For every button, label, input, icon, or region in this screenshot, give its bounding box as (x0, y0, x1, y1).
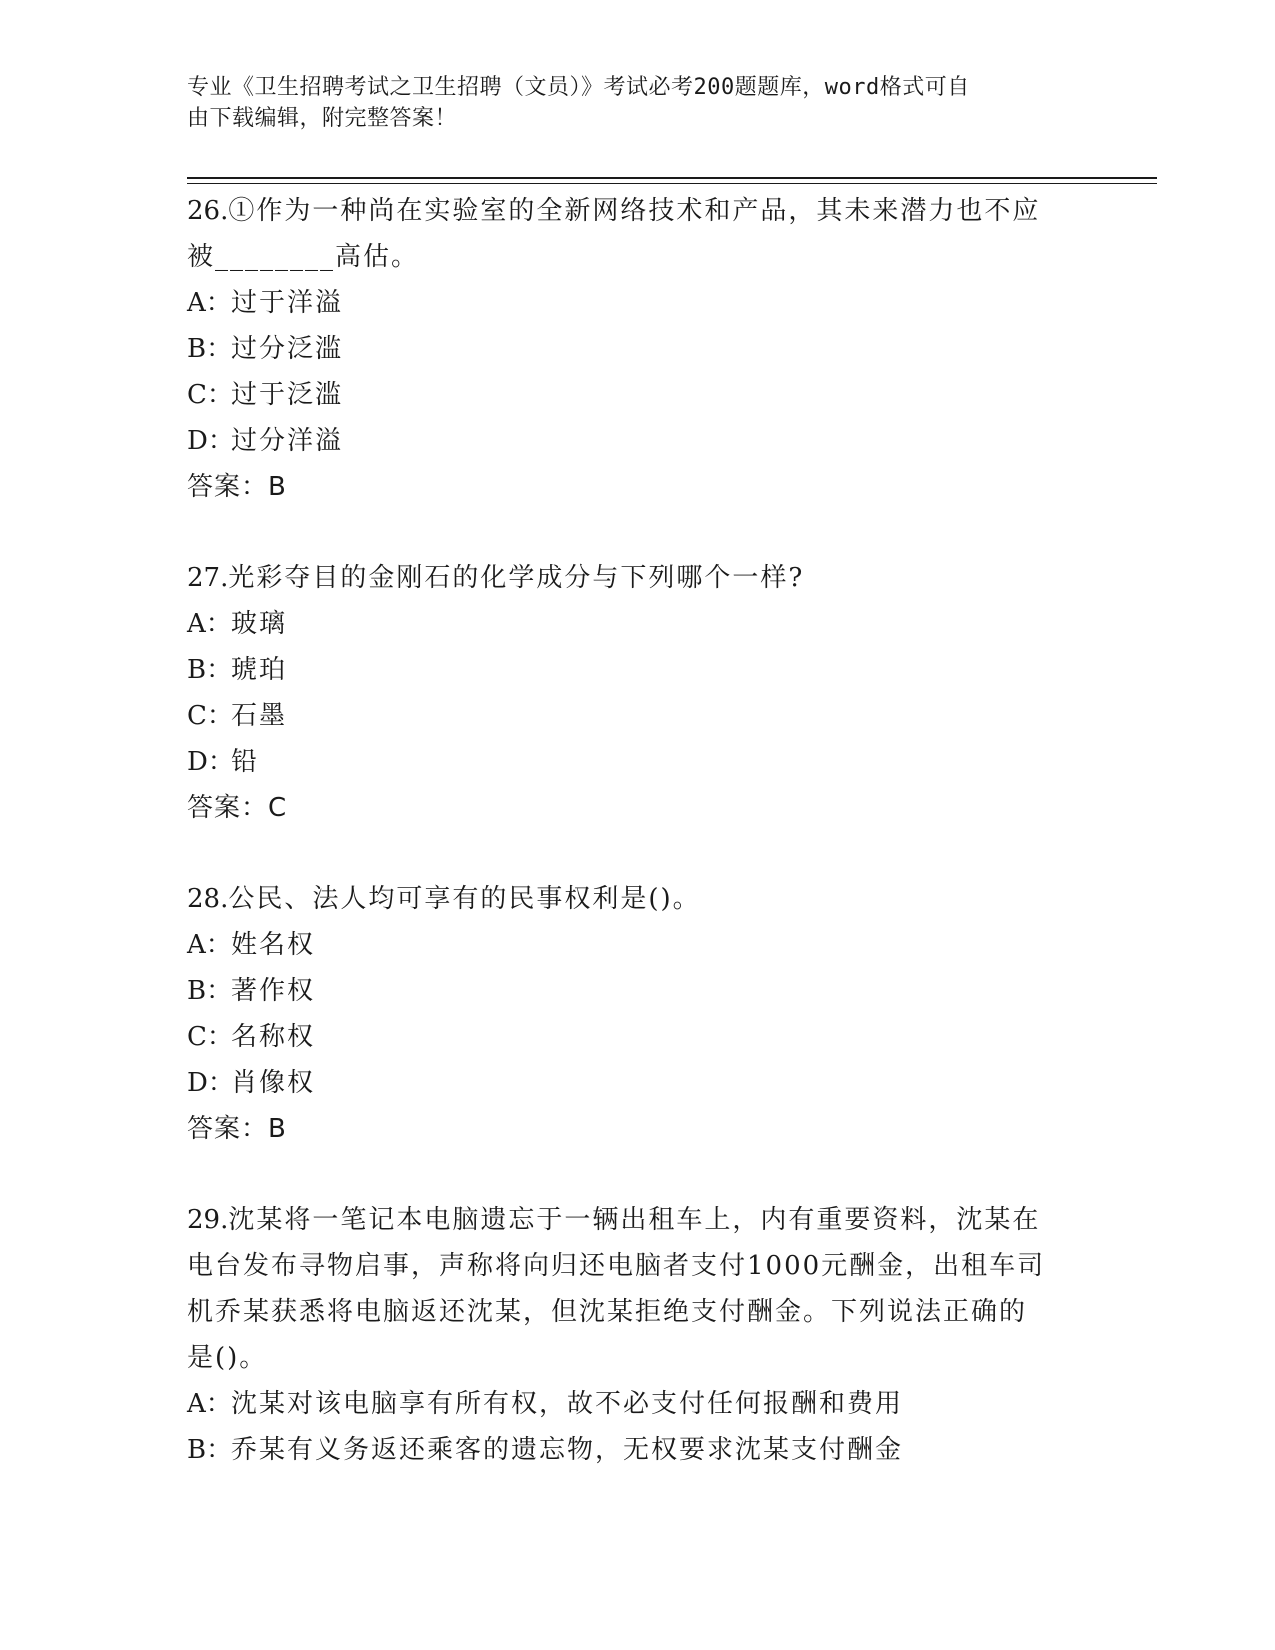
question-number: 28. (187, 884, 229, 914)
question-stem-line: 被________高估。 (187, 242, 420, 272)
option-label: D： (187, 426, 234, 456)
option-label: D： (187, 747, 234, 777)
option-label: B： (187, 334, 233, 364)
option-a (187, 1381, 1067, 1427)
option-label: A： (187, 288, 232, 318)
option-text: 肖像权 (231, 1068, 316, 1098)
option-d (187, 739, 1067, 785)
option-label: B： (187, 655, 233, 685)
question-29 (187, 1197, 1067, 1473)
option-text: 过分泛滥 (231, 334, 344, 364)
question-27 (187, 555, 1067, 831)
option-text: 乔某有义务返还乘客的遗忘物，无权要求沈某支付酬金 (231, 1435, 904, 1465)
question-number: 27. (187, 563, 229, 593)
answer-line: 答案：B (187, 472, 287, 502)
option-c (187, 1014, 1067, 1060)
option-text: 石墨 (231, 701, 288, 731)
question-stem-line: 沈某将一笔记本电脑遗忘于一辆出租车上，内有重要资料，沈某在 (228, 1205, 1041, 1235)
option-b (187, 647, 1067, 693)
question-stem-line: ①作为一种尚在实验室的全新网络技术和产品，其未来潜力也不应 (228, 196, 1041, 226)
option-b (187, 1427, 1067, 1473)
option-label: C： (187, 701, 233, 731)
header-line-2: 由下载编辑，附完整答案！ (187, 106, 458, 131)
question-28 (187, 876, 1067, 1152)
question-stem-line: 光彩夺目的金刚石的化学成分与下列哪个一样? (228, 563, 805, 593)
option-a (187, 922, 1067, 968)
question-stem-line: 机乔某获悉将电脑返还沈某，但沈某拒绝支付酬金。下列说法正确的 (187, 1297, 1028, 1327)
option-text: 铅 (231, 747, 260, 777)
option-text: 琥珀 (231, 655, 288, 685)
question-stem (187, 188, 1067, 234)
option-label: B： (187, 976, 233, 1006)
option-a (187, 601, 1067, 647)
option-a (187, 280, 1067, 326)
question-stem-line: 电台发布寻物启事，声称将向归还电脑者支付1000元酬金，出租车司 (187, 1251, 1046, 1281)
option-label: A： (187, 930, 232, 960)
header-divider-thin (187, 183, 1157, 184)
option-b (187, 968, 1067, 1014)
option-d (187, 1060, 1067, 1106)
option-b (187, 326, 1067, 372)
option-text: 过于泛滥 (231, 380, 344, 410)
option-label: D： (187, 1068, 234, 1098)
question-stem-line: 公民、法人均可享有的民事权利是()。 (228, 884, 701, 914)
header-divider-thick (187, 177, 1157, 179)
question-26 (187, 188, 1067, 510)
option-label: C： (187, 1022, 233, 1052)
option-text: 姓名权 (231, 930, 316, 960)
option-label: C： (187, 380, 233, 410)
question-number: 29. (187, 1205, 229, 1235)
option-label: B： (187, 1435, 233, 1465)
header-line-1: 专业《卫生招聘考试之卫生招聘（文员）》考试必考200题题库，word格式可自 (187, 75, 970, 100)
document-header (187, 72, 1067, 134)
option-label: A： (187, 609, 232, 639)
option-d (187, 418, 1067, 464)
question-list (187, 188, 1067, 1473)
answer-line: 答案：C (187, 793, 288, 823)
option-c (187, 372, 1067, 418)
question-number: 26. (187, 196, 229, 226)
option-text: 沈某对该电脑享有所有权，故不必支付任何报酬和费用 (231, 1389, 904, 1419)
question-stem (187, 555, 1067, 601)
option-text: 过分洋溢 (231, 426, 344, 456)
option-text: 名称权 (231, 1022, 316, 1052)
answer-line: 答案：B (187, 1114, 287, 1144)
option-label: A： (187, 1389, 232, 1419)
option-c (187, 693, 1067, 739)
option-text: 过于洋溢 (231, 288, 344, 318)
option-text: 玻璃 (231, 609, 288, 639)
question-stem (187, 1197, 1067, 1243)
question-stem-line: 是()。 (187, 1343, 268, 1373)
question-stem (187, 876, 1067, 922)
option-text: 著作权 (231, 976, 316, 1006)
